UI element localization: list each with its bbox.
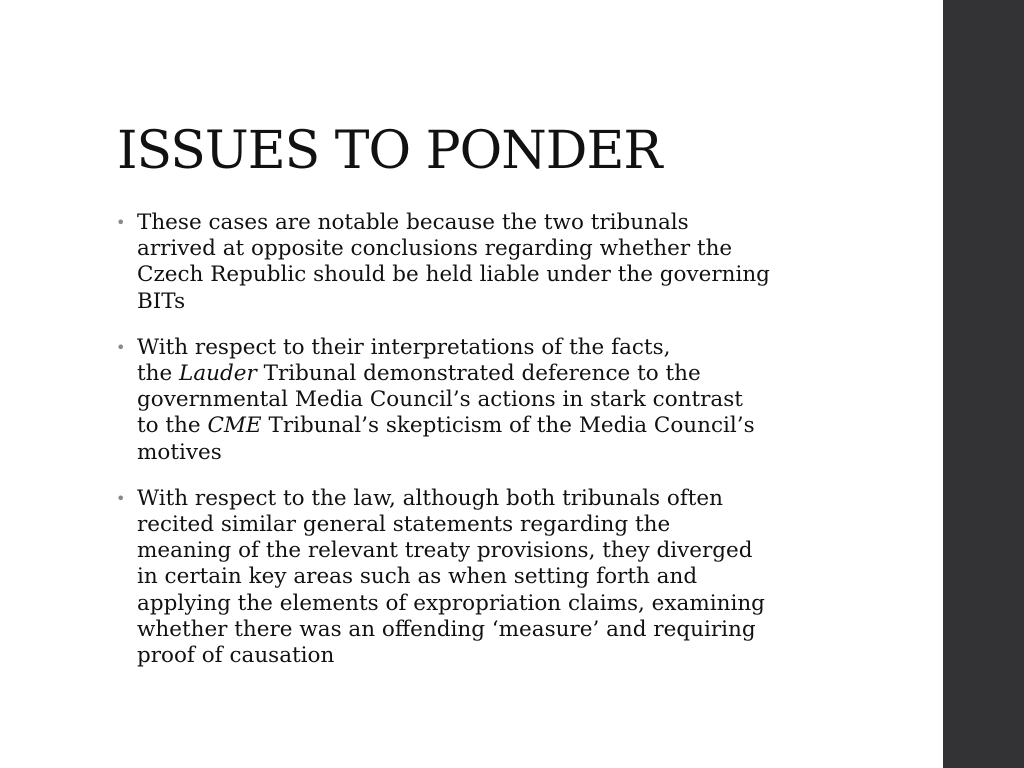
bullet-2-line-2-post: Tribunal demonstrated deference to the <box>256 361 701 387</box>
bullet-3-line-6: whether there was an offending ‘measure’ and requiring <box>137 616 756 642</box>
bullet-1-line-4: BITs <box>137 288 186 314</box>
bullet-marker: • <box>116 488 126 508</box>
bullet-item-2 <box>116 335 836 466</box>
bullet-3-line-2: recited similar general statements regarding the <box>137 512 671 538</box>
bullet-2-line-2 <box>137 361 836 387</box>
bullet-3-line-4: in certain key areas such as when setting forth and <box>137 564 698 590</box>
bullet-1-line-1: These cases are notable because the two tribunals <box>137 210 689 235</box>
bullet-1-line-3: Czech Republic should be held liable under the governing <box>137 262 770 288</box>
case-name-lauder: Lauder <box>179 361 257 387</box>
bullet-item-1 <box>116 210 836 315</box>
case-name-cme: CME <box>207 413 262 439</box>
bullet-2-line-1: With respect to their interpretations of the facts, <box>137 334 671 360</box>
bullet-marker: • <box>116 337 126 357</box>
bullet-3-line-3: meaning of the relevant treaty provisions, they diverged <box>137 538 753 564</box>
bullet-2-line-2-pre: the <box>137 361 180 387</box>
bullet-2-line-5: motives <box>137 439 222 465</box>
bullet-list <box>116 210 836 689</box>
bullet-2-line-4-post: Tribunal’s skepticism of the Media Council’s <box>261 413 755 439</box>
side-accent-bar <box>943 0 1024 768</box>
bullet-1-line-2: arrived at opposite conclusions regarding whether the <box>137 236 733 262</box>
bullet-2-line-4 <box>137 413 836 439</box>
bullet-3-line-5: applying the elements of expropriation claims, examining <box>137 590 765 616</box>
bullet-item-3 <box>116 486 836 669</box>
bullet-3-line-7: proof of causation <box>137 643 335 669</box>
slide-title: ISSUES TO PONDER <box>117 121 662 181</box>
bullet-3-line-1: With respect to the law, although both tribunals often <box>137 485 724 511</box>
bullet-2-line-3: governmental Media Council’s actions in stark contrast <box>137 387 743 413</box>
bullet-2-line-4-pre: to the <box>137 413 208 439</box>
bullet-marker: • <box>116 213 126 232</box>
